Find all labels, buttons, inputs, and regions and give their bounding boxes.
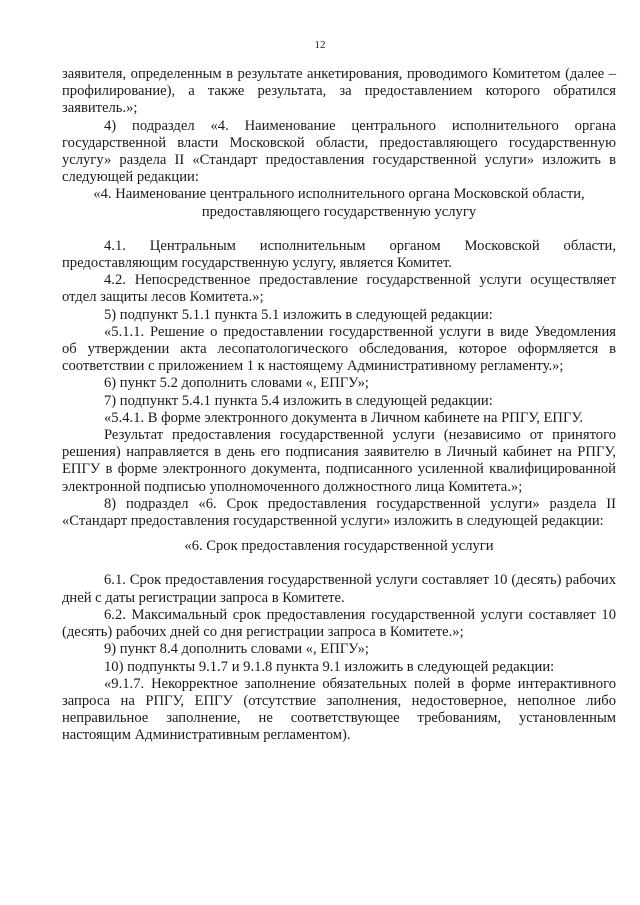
paragraph: 6) пункт 5.2 дополнить словами «, ЕПГУ»; bbox=[104, 375, 369, 392]
document-body bbox=[62, 66, 616, 745]
paragraph: заявителя, определенным в результате анкетирования, проводимого Комитетом (далее – профилирование), а также результата, за предоставлением которого обратился заявитель.»; bbox=[62, 66, 616, 117]
paragraph: 5) подпункт 5.1.1 пункта 5.1 изложить в следующей редакции: bbox=[104, 306, 493, 323]
paragraph: 4.2. Непосредственное предоставление государственной услуги осуществляет отдел защиты лесов Комитета.»; bbox=[62, 272, 616, 306]
paragraph: 6.2. Максимальный срок предоставления государственной услуги составляет 10 (десять) рабочих дней со дня регистрации запроса в Комитете.»; bbox=[62, 606, 616, 641]
paragraph: «9.1.7. Некорректное заполнение обязательных полей в форме интерактивного запроса на РПГУ, ЕПГУ (отсутствие заполнения, недостоверное, неполное либо неправильное заполнение, не соответствующее требованиям, установленным настоящим Административным регламентом). bbox=[62, 675, 616, 744]
paragraph: 7) подпункт 5.4.1 пункта 5.4 изложить в следующей редакции: bbox=[104, 392, 493, 409]
paragraph: 8) подраздел «6. Срок предоставления государственной услуги» раздела II «Стандарт предоставления государственной услуги» изложить в следующей редакции: bbox=[62, 495, 616, 530]
paragraph: 4.1. Центральным исполнительным органом Московской области, предоставляющим государственную услугу, является Комитет. bbox=[62, 237, 616, 272]
paragraph: 9) пункт 8.4 дополнить словами «, ЕПГУ»; bbox=[104, 641, 369, 658]
paragraph: 6.1. Срок предоставления государственной услуги составляет 10 (десять) рабочих дней с даты регистрации запроса в Комитете. bbox=[62, 572, 616, 606]
section-heading: «4. Наименование центрального исполнительного органа Московской области, bbox=[93, 186, 585, 203]
paragraph: «5.1.1. Решение о предоставлении государственной услуги в виде Уведомления об утверждении акта лесопатологического обследования, которое оформляется в соответствии с приложением 1 к настоящему Административному регламенту.»; bbox=[62, 323, 616, 375]
section-heading: предоставляющего государственную услугу bbox=[201, 203, 477, 220]
paragraph: 10) подпункты 9.1.7 и 9.1.8 пункта 9.1 изложить в следующей редакции: bbox=[104, 658, 555, 675]
page-number: 12 bbox=[314, 39, 326, 51]
paragraph: «5.4.1. В форме электронного документа в Личном кабинете на РПГУ, ЕПГУ. bbox=[104, 409, 583, 426]
paragraph: Результат предоставления государственной услуги (независимо от принятого решения) направляется в день его подписания заявителю в Личный кабинет на РПГУ, ЕПГУ в форме электронного документа, подписанного усиленной квалифицированной электронной подписью уполномоченного должностного лица Комитета.»; bbox=[62, 427, 616, 495]
paragraph: 4) подраздел «4. Наименование центрального исполнительного органа государственной власти Московской области, предоставляющего государственную услугу» раздела II «Стандарт предоставления государственной услуги» изложить в следующей редакции: bbox=[62, 117, 616, 186]
section-heading: «6. Срок предоставления государственной услуги bbox=[184, 538, 494, 555]
